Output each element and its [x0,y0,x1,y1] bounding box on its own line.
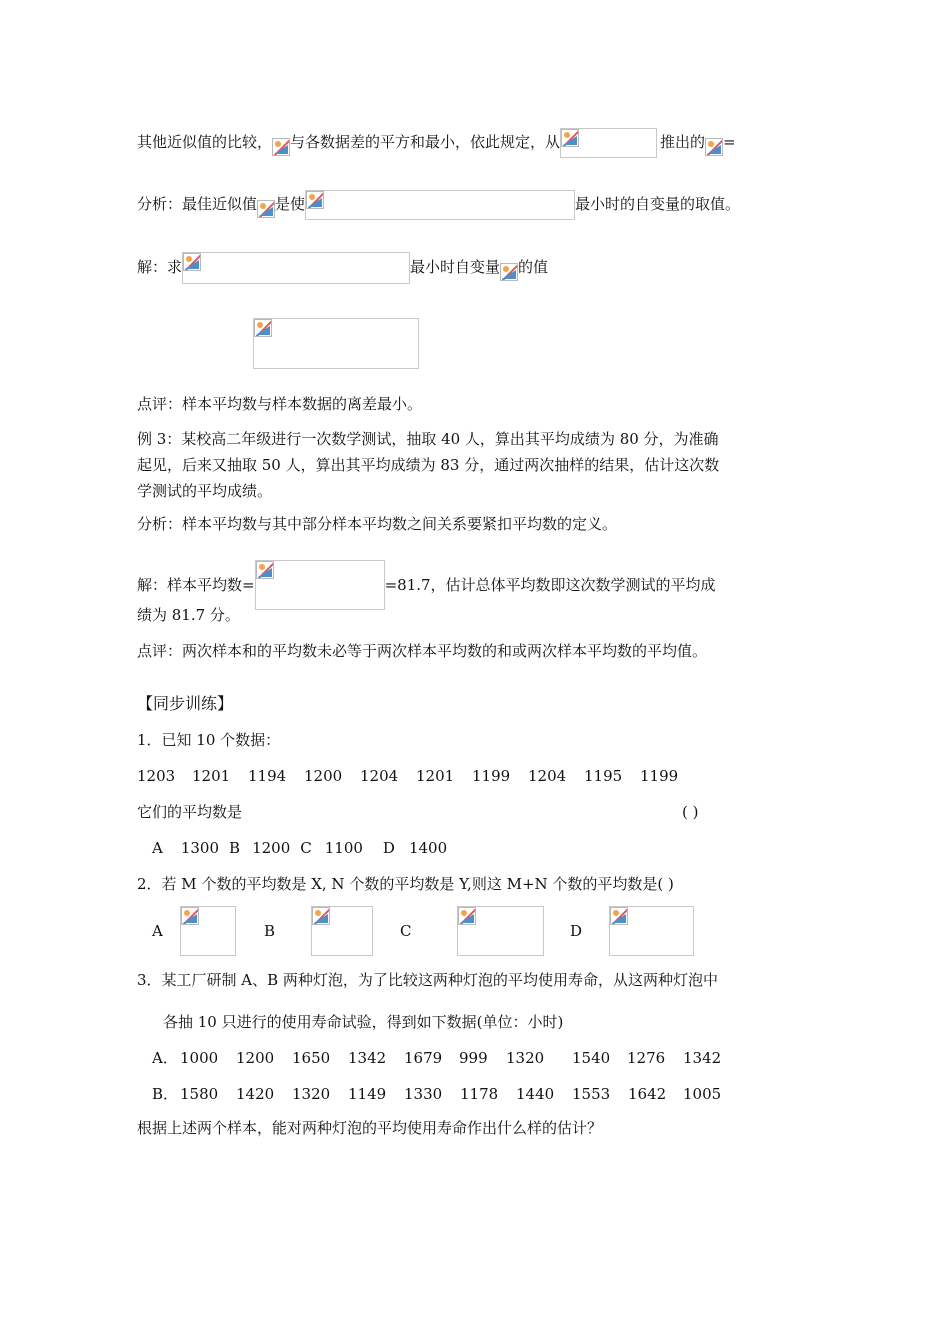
q2-option-b-image [311,906,373,956]
example3-line3: 学测试的平均成绩。 [137,482,273,500]
q2-stem: 2．若 M 个数的平均数是 X, N 个数的平均数是 Y,则这 M+N 个数的平均数是( ) [137,875,674,893]
intro-text-d: = [723,133,736,151]
q3-row-a-value: 1276 [627,1049,666,1067]
intro-text-a: 其他近似值的比较， [137,133,273,151]
formula-image-box [182,252,410,284]
q3-row-a-value: 1000 [180,1049,219,1067]
broken-image-icon [272,138,290,156]
broken-image-icon [257,200,275,218]
q1-option-d-value: 1400 [408,839,448,857]
q1-option-d-label: D [382,839,395,857]
broken-image-icon [705,138,723,156]
q3-row-b-label: B． [152,1085,179,1103]
q3-question: 根据上述两个样本，能对两种灯泡的平均使用寿命作出什么样的估计？ [137,1119,603,1137]
example3-line2: 起见，后来又抽取 50 人，算出其平均成绩为 83 分，通过两次抽样的结果，估计这次数 [137,456,720,474]
analysis-line [137,190,740,220]
q3-stem-line1: 3．某工厂研制 A、B 两种灯泡，为了比较这两种灯泡的平均使用寿命，从这两种灯泡中 [137,971,718,989]
q1-options [152,838,447,858]
analysis-text-a: 分析：最佳近似值 [137,195,258,213]
intro-line [137,128,736,158]
analysis-text-b: 是使 [275,195,306,213]
q2-option-a-label: A [152,922,163,940]
broken-image-icon [458,907,476,925]
q2-option-c-image [457,906,544,956]
broken-image-icon [306,191,324,209]
analysis-text-c: 最小时的自变量的取值。 [575,195,741,213]
q2-option-a-image [180,906,236,956]
q1-option-c-label: C [300,839,312,857]
q1-data-value: 1201 [192,767,231,785]
example3-analysis: 分析：样本平均数与其中部分样本平均数之间关系要紧扣平均数的定义。 [137,515,618,533]
q1-data-value: 1194 [248,767,287,785]
example3-line1: 例 3：某校高二年级进行一次数学测试，抽取 40 人，算出其平均成绩为 80 分，为准确 [137,430,719,448]
q3-row-a [180,1048,740,1068]
broken-image-icon [183,253,201,271]
q1-data-value: 1201 [416,767,455,785]
section-title: 【同步训练】 [137,694,234,713]
q1-option-a-label: A [152,839,163,857]
example3-solution-a: 解：样本平均数= [137,576,255,594]
q3-row-b-value: 1440 [516,1085,555,1103]
example3-solution [137,560,716,610]
q1-data-value: 1199 [472,767,511,785]
intro-text-c: 推出的 [660,133,706,151]
formula-image-box [253,318,419,369]
q1-option-c-value: 1100 [324,839,363,857]
q3-row-b-value: 1330 [404,1085,443,1103]
q3-row-b-value: 1553 [572,1085,611,1103]
broken-image-icon [610,907,628,925]
q2-option-d-label: D [570,922,583,940]
example3-solution-cont: 绩为 81.7 分。 [137,606,240,624]
broken-image-icon [254,319,272,337]
broken-image-icon [256,561,274,579]
q3-row-a-value: 1342 [683,1049,722,1067]
comment-line: 点评：样本平均数与样本数据的离差最小。 [137,395,423,413]
q1-data-row [137,766,697,786]
formula-image-box [609,906,694,956]
formula-image-box [180,906,236,956]
q1-data-value: 1199 [640,767,679,785]
q3-row-a-value: 1679 [404,1049,443,1067]
q3-row-a-value: 1650 [292,1049,331,1067]
q3-row-b [180,1084,740,1104]
q1-option-b-value: 1200 [252,839,291,857]
q1-option-a-value: 1300 [180,839,220,857]
q3-row-a-value: 1342 [348,1049,387,1067]
formula-image-block [253,318,419,369]
q3-row-a-value: 1200 [236,1049,275,1067]
q3-row-b-value: 1320 [292,1085,331,1103]
q1-data-value: 1204 [360,767,399,785]
example3-solution-b: =81.7，估计总体平均数即这次数学测试的平均成 [384,576,716,594]
q1-data-value: 1195 [584,767,623,785]
q1-data-value: 1204 [528,767,567,785]
q3-row-b-value: 1005 [683,1085,722,1103]
q1-stem: 1．已知 10 个数据： [137,731,281,749]
broken-image-icon [181,907,199,925]
q3-row-a-value: 1540 [572,1049,611,1067]
q3-row-a-value: 1320 [506,1049,545,1067]
q2-option-c-label: C [400,922,412,940]
solution-text-a: 解：求 [137,258,183,276]
formula-image-box [255,560,385,610]
q2-option-b-label: B [264,922,276,940]
solution-line [137,252,548,284]
broken-image-icon [312,907,330,925]
q1-question: 它们的平均数是 [137,803,243,821]
broken-image-icon [500,263,518,281]
q1-data-value: 1200 [304,767,343,785]
q3-row-b-value: 1642 [628,1085,667,1103]
q1-data-value: 1203 [137,767,176,785]
solution-text-b: 最小时自变量 [410,258,501,276]
broken-image-icon [561,129,579,147]
q2-option-d-image [609,906,694,956]
q3-stem-line2: 各抽 10 只进行的使用寿命试验，得到如下数据(单位：小时) [163,1013,564,1031]
formula-image-box [457,906,544,956]
intro-text-b: 与各数据差的平方和最小，依此规定，从 [290,133,561,151]
q3-row-b-value: 1420 [236,1085,275,1103]
q3-row-a-label: A． [152,1049,178,1067]
q3-row-b-value: 1178 [460,1085,499,1103]
solution-text-c: 的值 [518,258,549,276]
example3-comment: 点评：两次样本和的平均数未必等于两次样本平均数的和或两次样本平均数的平均值。 [137,642,708,660]
q3-row-a-value: 999 [459,1049,488,1067]
formula-image-box [560,128,657,158]
q3-row-b-value: 1580 [180,1085,219,1103]
q1-answer-paren: ( ) [682,803,699,821]
formula-image-box [311,906,373,956]
q1-option-b-label: B [229,839,241,857]
q3-row-b-value: 1149 [348,1085,387,1103]
formula-image-box [305,190,575,220]
